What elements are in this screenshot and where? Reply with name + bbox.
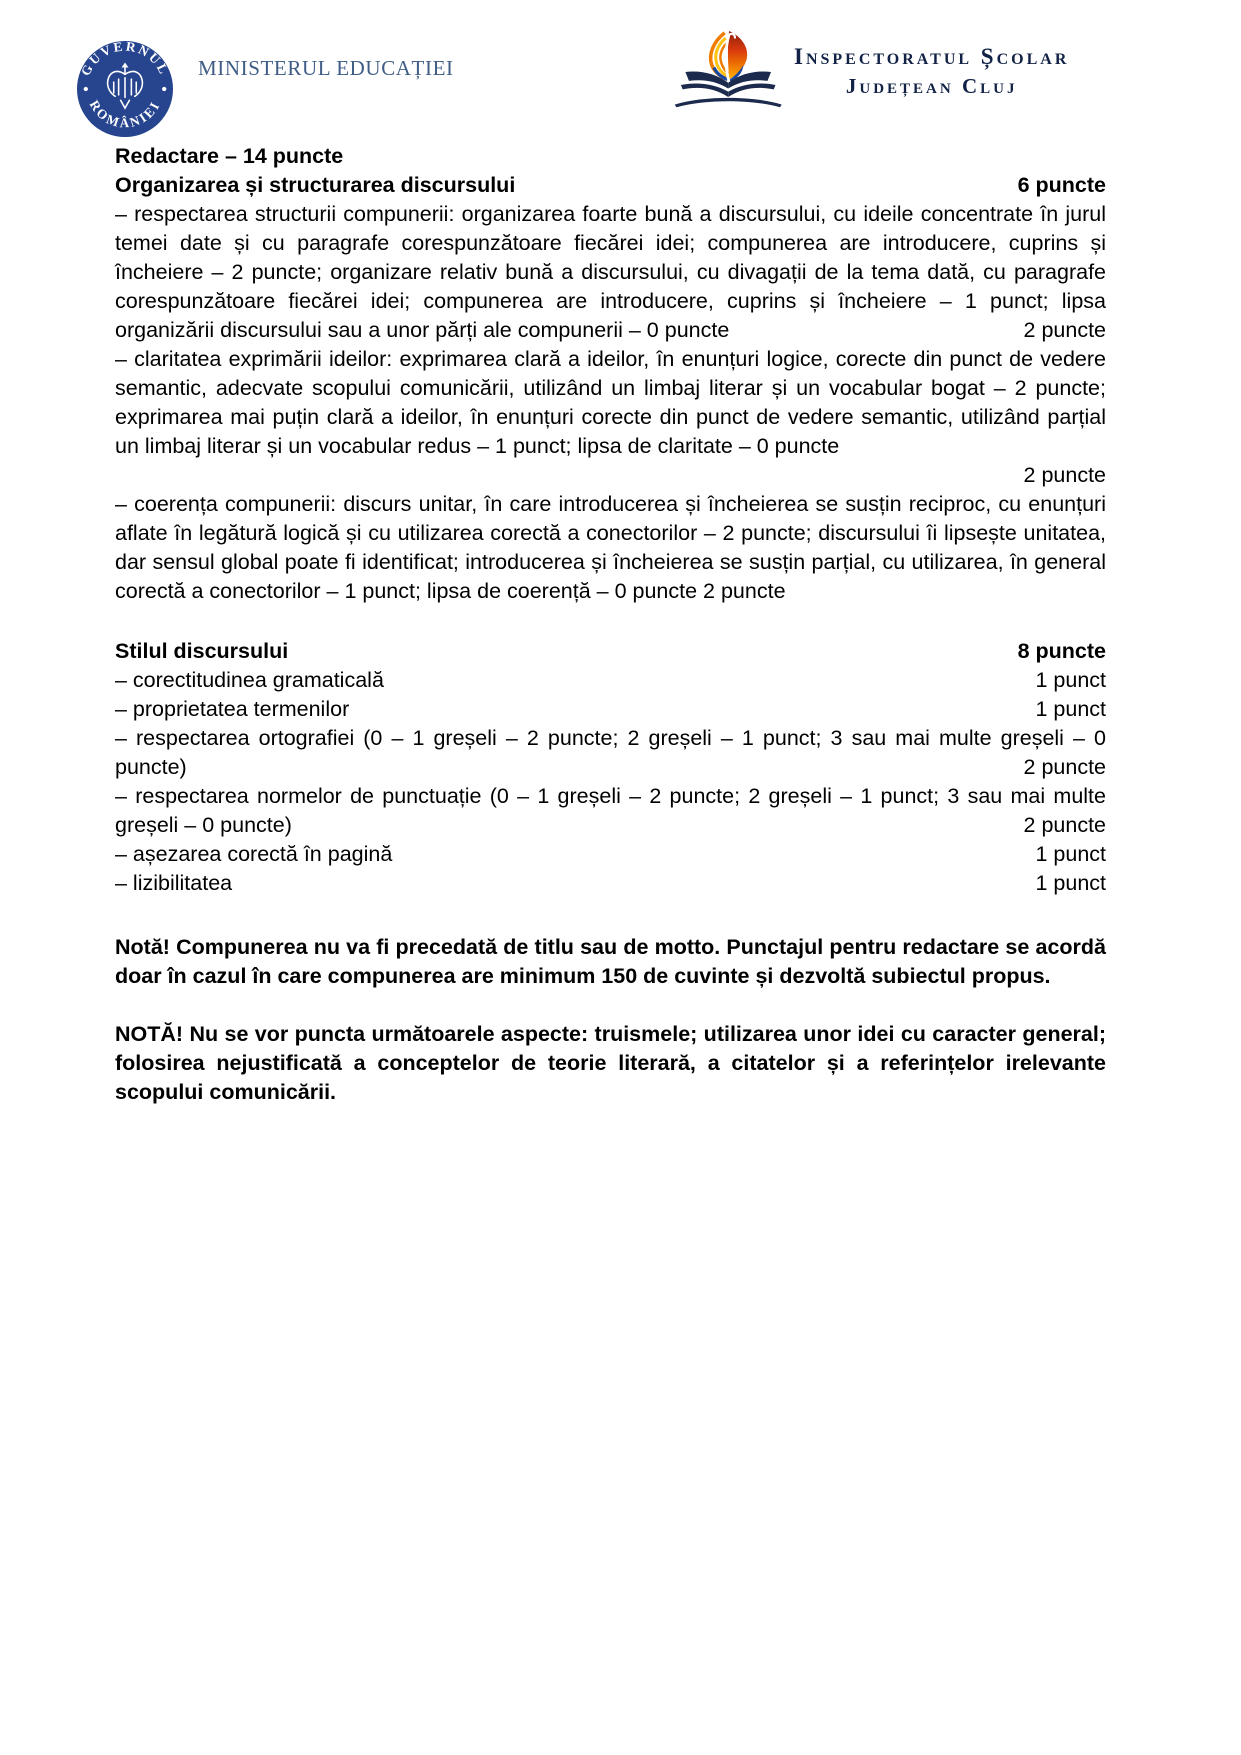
open-book-flame-icon [672, 24, 788, 120]
criterion-score: 2 puncte [1023, 813, 1106, 837]
section-score: 8 puncte [1017, 639, 1106, 663]
seal-text-top: GUVERNUL [77, 40, 173, 79]
note-paragraph: NOTĂ! Nu se vor puncta următoarele aspecte: truismele; utilizarea unor idei cu caracter general; folosirea nejustificată a conceptelor de teorie literară, a citatelor și a referințelor irelevante scopului comunicării. [115, 1022, 1106, 1104]
government-seal-icon [76, 40, 174, 138]
page-header [0, 0, 1241, 142]
note-paragraph: Notă! Compunerea nu va fi precedată de titlu sau de motto. Punctajul pentru redactare se acordă doar în cazul în care compunerea are minimum 150 de cuvinte și dezvoltă subiectul propus. [115, 935, 1106, 988]
section-heading: Organizarea și structurarea discursului [115, 173, 516, 197]
criterion-score: 2 puncte [703, 579, 786, 603]
criterion-score: 1 punct [1035, 697, 1106, 721]
criterion-score: 2 puncte [1023, 755, 1106, 779]
section-score: 6 puncte [1017, 173, 1106, 197]
ministry-name: MINISTERUL EDUCAȚIEI [198, 56, 454, 80]
section-heading-row [115, 637, 1106, 666]
criterion-paragraph [115, 724, 1106, 782]
criterion-text: – corectitudinea gramaticală [115, 668, 384, 692]
criterion-paragraph [115, 200, 1106, 345]
document-body [115, 142, 1106, 1107]
criterion-score: 1 punct [1035, 871, 1106, 895]
criterion-score: 2 puncte [1023, 318, 1106, 342]
inspectorate-name [794, 24, 1069, 100]
criterion-paragraph [115, 782, 1106, 840]
criterion-text: – respectarea structurii compunerii: organizarea foarte bună a discursului, cu ideile concentrate în jurul temei date și cu paragrafe corespunzătoare fiecărei idei; compunerea are introducere, cuprins și încheiere – 2 puncte; organizare relativ bună a discursului, cu divagații de la tema dată, cu paragrafe corespunzătoare fiecărei idei; compunerea are introducere, cuprins și încheiere – 1 punct; lipsa organizării discursului sau a unor părți ale compunerii – 0 puncte [115, 202, 1106, 342]
inspectorate-name-line1: Inspectoratul Școlar [794, 44, 1070, 69]
criterion-paragraph [115, 840, 1106, 869]
criterion-paragraph [115, 695, 1106, 724]
section-heading-row [115, 171, 1106, 200]
criterion-paragraph [115, 345, 1106, 490]
criterion-text: – respectarea ortografiei (0 – 1 greșeli – 2 puncte; 2 greșeli – 1 punct; 3 sau mai multe greșeli – 0 puncte) [115, 726, 1106, 779]
criterion-text: – respectarea normelor de punctuație (0 – 1 greșeli – 2 puncte; 2 greșeli – 1 punct; 3 sau mai multe greșeli – 0 puncte) [115, 784, 1106, 837]
criterion-score: 2 puncte [1023, 463, 1106, 487]
inspectorate-logo-block [672, 24, 1069, 120]
criterion-paragraph [115, 666, 1106, 695]
criterion-paragraph [115, 869, 1106, 898]
criterion-text: – lizibilitatea [115, 871, 233, 895]
seal-text-bottom: ROMÂNIEI [86, 97, 164, 131]
criterion-text: – claritatea exprimării ideilor: exprimarea clară a ideilor, în enunțuri logice, corecte din punct de vedere semantic, adecvate scopului comunicării, utilizând un limbaj literar și un vocabular bogat – 2 puncte; exprimarea mai puțin clară a ideilor, în enunțuri corecte din punct de vedere semantic, utilizând parțial un limbaj literar și un vocabular redus – 1 punct; lipsa de claritate – 0 puncte [115, 347, 1106, 458]
criterion-score: 1 punct [1035, 668, 1106, 692]
document-title: Redactare – 14 puncte [115, 144, 344, 168]
criterion-text: – așezarea corectă în pagină [115, 842, 393, 866]
government-seal-logo [76, 40, 174, 138]
criterion-text: – coerența compunerii: discurs unitar, în care introducerea și încheierea se susțin reciproc, cu enunțuri aflate în legătură logică și cu utilizarea corectă a conectorilor – 2 puncte; discursului îi lipsește unitatea, dar sensul global poate fi identificat; introducerea și încheierea se susțin parțial, cu utilizarea, în general corectă a conectorilor – 1 punct; lipsa de coerență – 0 puncte [115, 492, 1106, 603]
inspectorate-name-line2: Județean Cluj [845, 74, 1018, 98]
criterion-text: – proprietatea termenilor [115, 697, 350, 721]
criterion-paragraph [115, 490, 1106, 606]
criterion-score: 1 punct [1035, 842, 1106, 866]
section-heading: Stilul discursului [115, 639, 289, 663]
